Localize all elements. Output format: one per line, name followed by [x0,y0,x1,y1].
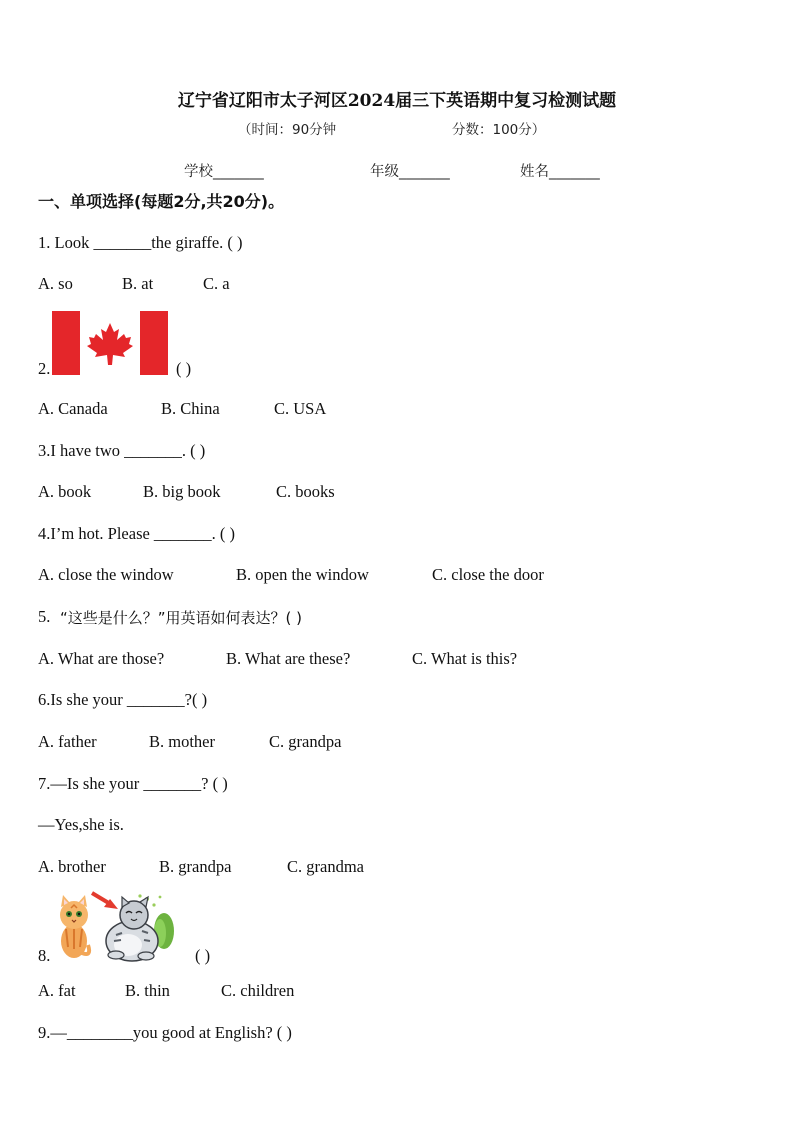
question-7: 7.—Is she your _______? ( ) [38,774,228,793]
q5-option-a: A. What are those? [38,649,165,668]
question-8-blank: ( ) [195,946,211,965]
q2-option-a: A. Canada [38,399,108,418]
school-field: 学校_______ [184,164,264,180]
thin-cat-icon [60,895,89,958]
q1-option-c: C. a [203,274,230,293]
canada-flag-image [52,311,168,380]
q6-option-b: B. mother [149,732,215,751]
question-8-number: 8. [38,946,51,965]
q3-option-a: A. book [38,482,92,501]
cats-image [52,891,178,968]
q1-option-a: A. so [38,274,73,293]
q1-option-b: B. at [122,274,154,293]
question-2-number: 2. [38,359,51,378]
grade-field: 年级_______ [370,164,450,180]
question-2-blank: ( ) [176,359,192,378]
q8-option-b: B. thin [125,981,170,1000]
q3-option-b: B. big book [143,482,221,501]
q2-option-b: B. China [161,399,220,418]
q4-option-a: A. close the window [38,565,174,584]
name-field: 姓名_______ [520,164,600,180]
page-title: 辽宁省辽阳市太子河区2024届三下英语期中复习检测试题 [177,91,617,111]
pointer-arrow-icon [92,893,118,909]
q6-option-a: A. father [38,732,97,751]
q7-option-b: B. grandpa [159,857,232,876]
question-9: 9.—________you good at English? ( ) [38,1023,292,1042]
question-5-text: “这些是什么？”用英语如何表达？( ) [60,609,303,627]
q4-option-c: C. close the door [432,565,544,584]
q3-option-c: C. books [276,482,335,501]
q5-option-c: C. What is this? [412,649,518,668]
question-6: 6.Is she your _______?( ) [38,690,208,709]
exam-time: （时间：90分钟 [238,122,337,138]
section-heading: 一、单项选择(每题2分,共20分)。 [38,192,285,211]
question-5-number: 5. [38,607,51,626]
question-7-answer-line: —Yes,she is. [38,815,124,834]
q7-option-a: A. brother [38,857,106,876]
q8-option-c: C. children [221,981,295,1000]
q4-option-b: B. open the window [236,565,369,584]
question-1: 1. Look _______the giraffe. ( ) [38,233,243,252]
exam-score: 分数：100分） [452,122,546,138]
q8-option-a: A. fat [38,981,76,1000]
q5-option-b: B. What are these? [226,649,351,668]
q6-option-c: C. grandpa [269,732,342,751]
question-3: 3.I have two _______. ( ) [38,441,206,460]
q7-option-c: C. grandma [287,857,364,876]
question-4: 4.I’m hot. Please _______. ( ) [38,524,236,543]
q2-option-c: C. USA [274,399,327,418]
